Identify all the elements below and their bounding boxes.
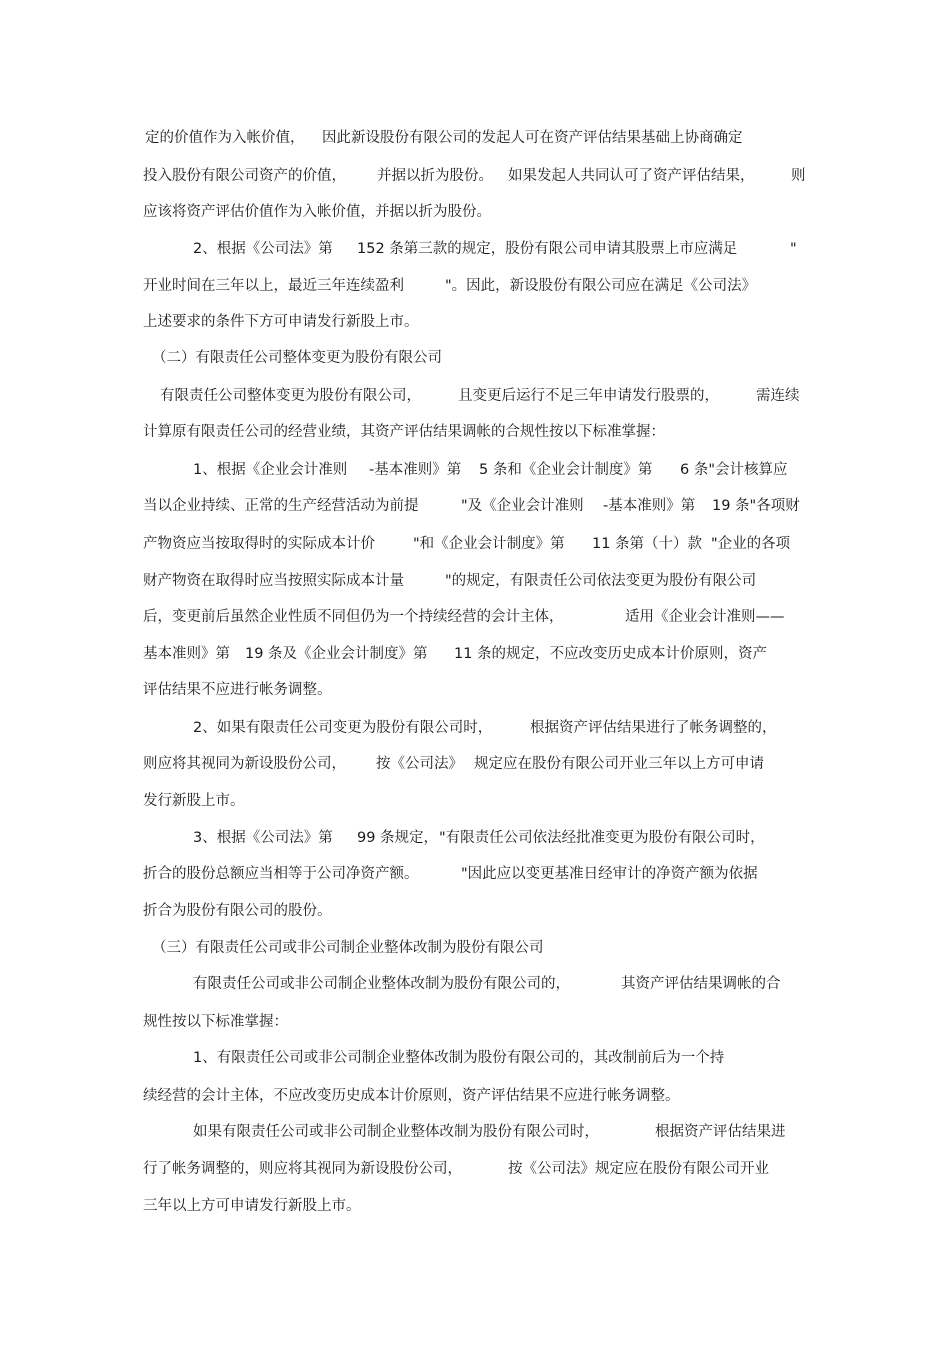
text-segment: 基本准则》第 [143, 646, 230, 662]
text-line [0, 533, 950, 555]
text-line [0, 717, 950, 739]
text-segment: 按《公司法》 [376, 756, 463, 772]
text-line [0, 1195, 950, 1217]
text-segment: 折合的股份总额应当相等于公司净资产额。 [143, 866, 419, 882]
text-segment: 19 条及《企业会计制度》第 [245, 646, 428, 662]
text-segment: 行了帐务调整的，则应将其视同为新设股份公司， [143, 1161, 462, 1177]
text-segment: 按《公司法》规定应在股份有限公司开业 [508, 1161, 769, 1177]
text-line [0, 606, 950, 628]
text-line [0, 201, 950, 223]
text-segment: 上述要求的条件下方可申请发行新股上市。 [143, 314, 419, 330]
text-segment: 6 条"会计核算应 [680, 462, 788, 478]
text-line [0, 459, 950, 481]
text-segment: 因此新设股份有限公司的发起人可在资产评估结果基础上协商确定 [322, 130, 743, 146]
section-heading: （三）有限责任公司或非公司制企业整体改制为股份有限公司 [152, 940, 544, 956]
text-segment: 定的价值作为入帐价值， [145, 130, 305, 146]
text-segment: 其资产评估结果调帐的合 [621, 976, 781, 992]
text-segment: 152 条第三款的规定，股份有限公司申请其股票上市应满足 [357, 241, 738, 257]
text-line [0, 643, 950, 665]
text-segment: "及《企业会计准则 [461, 498, 584, 514]
text-line [0, 495, 950, 517]
text-line [0, 900, 950, 922]
text-segment: 财产物资在取得时应当按照实际成本计量 [143, 573, 404, 589]
text-segment: 99 条规定， [357, 830, 439, 846]
text-segment: "。因此，新设股份有限公司应在满足《公司法》 [445, 278, 757, 294]
text-segment: 如果发起人共同认可了资产评估结果， [508, 168, 755, 184]
text-segment: 5 条和《企业会计制度》第 [479, 462, 653, 478]
text-line [0, 753, 950, 775]
text-segment: 2、根据《公司法》第 [193, 241, 333, 257]
text-line [0, 1121, 950, 1143]
text-segment: 投入股份有限公司资产的价值， [143, 168, 346, 184]
text-line [0, 570, 950, 592]
text-segment: -基本准则》第 [369, 462, 462, 478]
text-segment: 11 条的规定，不应改变历史成本计价原则，资产 [454, 646, 768, 662]
text-segment: "和《企业会计制度》第 [413, 536, 565, 552]
text-line [0, 385, 950, 407]
text-segment: 三年以上方可申请发行新股上市。 [143, 1198, 361, 1214]
text-segment: " [790, 241, 797, 257]
text-segment: 如果有限责任公司或非公司制企业整体改制为股份有限公司时， [193, 1124, 599, 1140]
text-line [0, 165, 950, 187]
text-line [0, 421, 950, 443]
text-segment: 则 [791, 168, 806, 184]
text-segment: 1、有限责任公司或非公司制企业整体改制为股份有限公司的，其改制前后为一个持 [193, 1050, 725, 1066]
text-segment: 根据资产评估结果进行了帐务调整的， [530, 720, 777, 736]
text-line [0, 679, 950, 701]
section-heading: （二）有限责任公司整体变更为股份有限公司 [152, 350, 442, 366]
text-segment: 3、根据《公司法》第 [193, 830, 333, 846]
text-line [0, 1047, 950, 1069]
text-segment: 有限责任公司或非公司制企业整体改制为股份有限公司的， [193, 976, 570, 992]
text-segment: 规定应在股份有限公司开业三年以上方可申请 [474, 756, 764, 772]
text-segment: 发行新股上市。 [143, 793, 245, 809]
text-segment: 且变更后运行不足三年申请发行股票的， [458, 388, 719, 404]
text-segment: 续经营的会计主体，不应改变历史成本计价原则，资产评估结果不应进行帐务调整。 [143, 1088, 680, 1104]
text-segment: 有限责任公司整体变更为股份有限公司， [160, 388, 421, 404]
text-segment: "因此应以变更基准日经审计的净资产额为依据 [461, 866, 758, 882]
text-line [0, 127, 950, 149]
text-segment: 当以企业持续、正常的生产经营活动为前提 [143, 498, 419, 514]
text-segment: "的规定，有限责任公司依法变更为股份有限公司 [445, 573, 757, 589]
text-line [0, 275, 950, 297]
text-segment: 开业时间在三年以上，最近三年连续盈利 [143, 278, 404, 294]
text-segment: "有限责任公司依法经批准变更为股份有限公司时， [439, 830, 765, 846]
text-line [0, 1158, 950, 1180]
text-segment: 根据资产评估结果进 [655, 1124, 786, 1140]
text-line [0, 238, 950, 260]
text-line [0, 311, 950, 333]
text-line [0, 937, 950, 959]
text-segment: 应该将资产评估价值作为入帐价值，并据以折为股份。 [143, 204, 491, 220]
text-segment: 则应将其视同为新设股份公司， [143, 756, 346, 772]
text-segment: 适用《企业会计准则—— [625, 609, 785, 625]
text-segment: 计算原有限责任公司的经营业绩，其资产评估结果调帐的合规性按以下标准掌握： [143, 424, 665, 440]
text-line [0, 863, 950, 885]
text-line [0, 790, 950, 812]
text-segment: "企业的各项 [711, 536, 791, 552]
text-line [0, 1085, 950, 1107]
text-line [0, 347, 950, 369]
text-segment: 产物资应当按取得时的实际成本计价 [143, 536, 375, 552]
text-segment: 需连续 [756, 388, 800, 404]
text-segment: 1、根据《企业会计准则 [193, 462, 348, 478]
text-segment: 规性按以下标准掌握： [143, 1014, 288, 1030]
text-segment: -基本准则》第 [603, 498, 696, 514]
text-segment: 11 条第（十）款 [592, 536, 703, 552]
text-segment: 并据以折为股份。 [377, 168, 493, 184]
text-segment: 后，变更前后虽然企业性质不同但仍为一个持续经营的会计主体， [143, 609, 564, 625]
text-segment: 19 条"各项财 [712, 498, 800, 514]
text-segment: 评估结果不应进行帐务调整。 [143, 682, 332, 698]
text-segment: 2、如果有限责任公司变更为股份有限公司时， [193, 720, 493, 736]
text-line [0, 827, 950, 849]
text-line [0, 973, 950, 995]
text-line [0, 1011, 950, 1033]
text-segment: 折合为股份有限公司的股份。 [143, 903, 332, 919]
